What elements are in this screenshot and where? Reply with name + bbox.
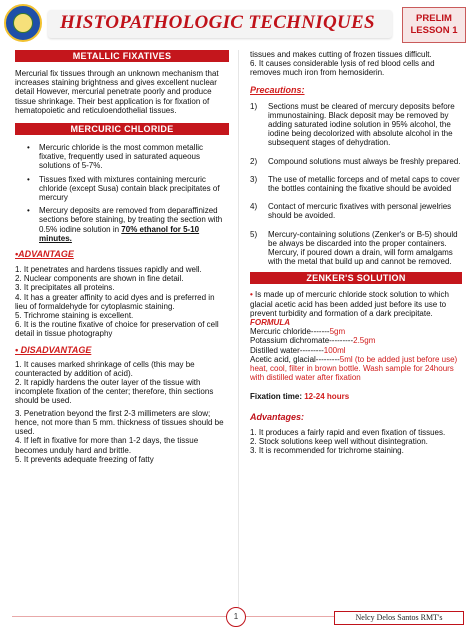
page-title: HISTOPATHOLOGIC TECHNIQUES bbox=[60, 12, 375, 33]
list-item: 5. It prevents adequate freezing of fatty bbox=[15, 454, 154, 464]
list-item: 3. It is recommended for trichrome staining. bbox=[250, 446, 404, 456]
precautions-list bbox=[250, 102, 462, 267]
list-item: 5. Trichrome staining is excellent. bbox=[15, 311, 134, 321]
list-item: 2. Nuclear components are shown in fine detail. bbox=[15, 274, 184, 284]
formula-row: Distilled water---------100ml bbox=[250, 345, 346, 355]
list-item: 6. It is the routine fixative of choice for preservation of cell detail in tissue photography bbox=[15, 320, 219, 339]
list-item: 1. It causes marked shrinkage of cells (this may be counteracted by addition of acid). bbox=[15, 359, 195, 378]
zenker-description: • Is made up of mercuric chloride stock solution to which glacial acetic acid has been added just before its use to prevent turbidity and formation of a dark precipitate. bbox=[250, 290, 449, 318]
metallic-fixatives-header: METALLIC FIXATIVES bbox=[15, 50, 229, 62]
list-item: • Tissues fixed with mixtures containing mercuric chloride (except Susa) contain black precipitates of mercury bbox=[27, 174, 220, 203]
right-column bbox=[250, 50, 462, 455]
page-header bbox=[0, 0, 474, 46]
mercuric-chloride-header: MERCURIC CHLORIDE bbox=[15, 123, 229, 135]
badge-line2: LESSON 1 bbox=[410, 25, 458, 36]
mercuric-bullet-list bbox=[15, 143, 229, 243]
left-column bbox=[15, 50, 229, 464]
advantage-list bbox=[15, 265, 229, 339]
continued-text: tissues and makes cutting of frozen tissues difficult. bbox=[250, 50, 432, 59]
author-box: Nelcy Delos Santos RMT's bbox=[334, 611, 464, 625]
school-logo-icon bbox=[4, 4, 42, 42]
zenkers-solution-header: ZENKER'S SOLUTION bbox=[250, 272, 462, 284]
list-item: 5) Mercury-containing solutions (Zenker's or B-5) should be always be discarded into the proper containers. Mercury, if poured down a drain, will form amalgams with the metal that build up and cannot be removed. bbox=[250, 229, 458, 267]
badge-line1: PRELIM bbox=[416, 13, 452, 24]
zenker-advantages-heading: Advantages: bbox=[250, 411, 305, 422]
list-item: 3. It precipitates all proteins. bbox=[15, 283, 115, 293]
list-item: 2) Compound solutions must always be freshly prepared. bbox=[250, 156, 461, 166]
list-item: 1. It produces a fairly rapid and even fixation of tissues. bbox=[250, 427, 446, 437]
column-divider bbox=[238, 50, 239, 610]
disadvantage-list bbox=[15, 360, 229, 464]
metallic-paragraph: Mercurial fix tissues through an unknown mechanism that increases staining brightness and gives excellent nuclear detail However, mercurial penetrate poorly and produce tissue shrinkage. Their best application is for fixation of hematopoietic and reticuloendothelial tissues. bbox=[15, 69, 219, 115]
list-item: 1) Sections must be cleared of mercury deposits before immunostaining. Black deposit may be removed by adding saturated iodine solution in 95% alcohol, the iodine being decolorized with absolute alcohol in the subsequent stages of dehydration. bbox=[250, 101, 455, 148]
precautions-heading: Precautions: bbox=[250, 84, 305, 95]
formula-row: Acetic acid, glacial---------5ml (to be added just before use) heat, cool, filter in brown bottle. Wash sample for 24hours with distilled water after fixation bbox=[250, 354, 458, 383]
disadvantage-heading: • DISADVANTAGE bbox=[15, 344, 92, 355]
list-item: 4) Contact of mercuric fixatives with personal jewelries should be avoided. bbox=[250, 202, 452, 221]
zenker-advantages-list bbox=[250, 428, 462, 456]
item-6: 6. It causes considerable lysis of red blood cells and removes much iron from hemosiderin. bbox=[250, 59, 435, 78]
list-item: • Mercury deposits are removed from deparaffinized sections before staining, by treating the section with 0.5% iodine solution in 70% ethanol for 5-10 minutes. bbox=[27, 206, 223, 243]
page-number: 1 bbox=[226, 607, 246, 627]
list-item: 2. Stock solutions keep well without disintegration. bbox=[250, 436, 428, 446]
list-item: 4. It has a greater affinity to acid dyes and is preferred in lieu of formaldehyde for cytoplasmic staining. bbox=[15, 292, 215, 311]
formula-row: Mercuric chloride-------5gm bbox=[250, 327, 346, 337]
list-item: • Mercuric chloride is the most common metallic fixative, frequently used in saturated aqueous solutions of 5-7%. bbox=[27, 143, 204, 171]
list-item: 3) The use of metallic forceps and of metal caps to cover the bottles containing the fixative should be avoided bbox=[250, 174, 460, 194]
list-item: 1. It penetrates and hardens tissues rapidly and well. bbox=[15, 265, 202, 275]
advantage-heading: •ADVANTAGE bbox=[15, 249, 74, 260]
fixation-time: Fixation time: 12-24 hours bbox=[250, 392, 350, 402]
lesson-badge bbox=[402, 7, 466, 43]
formula-label: FORMULA bbox=[250, 318, 290, 328]
list-item: 3. Penetration beyond the first 2-3 millimeters are slow; hence, not more than 5 mm. thickness of tissues should be used. bbox=[15, 408, 224, 437]
formula-row: Potassium dichromate---------2.5gm bbox=[250, 336, 376, 346]
list-item: 2. It rapidly hardens the outer layer of the tissue with incomplete fixation of the center; therefore, thin sections should be used. bbox=[15, 378, 214, 406]
list-item: 4. If left in fixative for more than 1-2 days, the tissue becomes unduly hard and brittle. bbox=[15, 436, 199, 455]
